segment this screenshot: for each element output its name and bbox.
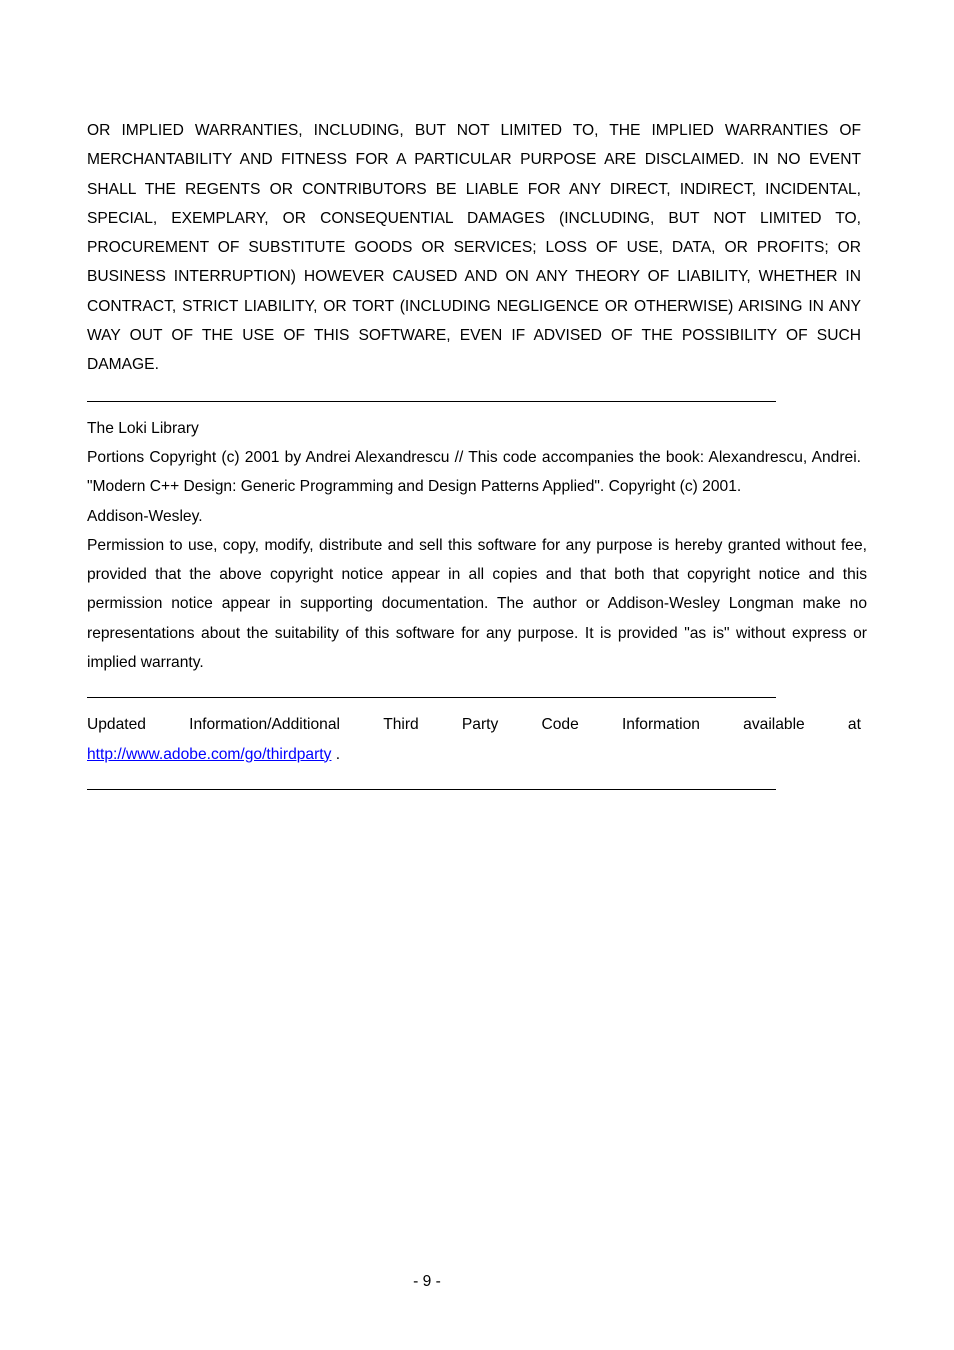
updated-info-word: Information/Additional (189, 716, 340, 734)
loki-library-title: The Loki Library (87, 419, 199, 437)
link-trailing-period: . (331, 745, 341, 763)
updated-info-line (87, 710, 861, 739)
section-divider (87, 789, 776, 790)
updated-info-word: available (743, 716, 805, 734)
section-divider (87, 697, 776, 698)
warranty-disclaimer-paragraph: OR IMPLIED WARRANTIES, INCLUDING, BUT NOT LIMITED TO, THE IMPLIED WARRANTIES OF MERCHANTABILITY AND FITNESS FOR A PARTICULAR PURPOSE ARE DISCLAIMED. IN NO EVENT SHALL THE REGENTS OR CONTRIBUTORS BE LIABLE FOR ANY DIRECT, INDIRECT, INCIDENTAL, SPECIAL, EXEMPLARY, OR CONSEQUENTIAL DAMAGES (INCLUDING, BUT NOT LIMITED TO, PROCUREMENT OF SUBSTITUTE GOODS OR SERVICES; LOSS OF USE, DATA, OR PROFITS; OR BUSINESS INTERRUPTION) HOWEVER CAUSED AND ON ANY THEORY OF LIABILITY, WHETHER IN CONTRACT, STRICT LIABILITY, OR TORT (INCLUDING NEGLIGENCE OR OTHERWISE) ARISING IN ANY WAY OUT OF THE USE OF THIS SOFTWARE, EVEN IF ADVISED OF THE POSSIBILITY OF SUCH DAMAGE. (87, 122, 861, 374)
loki-copyright-text: Portions Copyright (c) 2001 by Andrei Alexandrescu // This code accompanies the book: Alexandrescu, Andrei. "Modern C++ Design: Generic Programming and Design Patterns Applied". Copyright (c) 2001. (87, 448, 861, 496)
updated-info-word: at (847, 716, 861, 734)
updated-info-word: Code (541, 716, 579, 734)
updated-info-word: Third (383, 716, 419, 734)
third-party-link[interactable]: http://www.adobe.com/go/thirdparty (87, 745, 332, 763)
page-number: - 9 - (413, 1273, 441, 1290)
updated-info-link-line (87, 740, 861, 769)
section-divider (87, 401, 776, 402)
loki-publisher-text: Addison-Wesley. (87, 507, 203, 525)
updated-info-word: Updated (87, 716, 146, 734)
loki-copyright-paragraph (87, 443, 861, 531)
document-page (87, 116, 867, 790)
loki-permission-paragraph: Permission to use, copy, modify, distribute and sell this software for any purpose is hereby granted without fee, provided that the above copyright notice appear in all copies and that both that copyright notice and this permission notice appear in supporting documentation. The author or Addison-Wesley Longman make no representations about the suitability of this software for any purpose. It is provided "as is" without express or implied warranty. (87, 536, 867, 672)
updated-info-word: Party (461, 716, 499, 734)
updated-info-word: Information (621, 716, 700, 734)
